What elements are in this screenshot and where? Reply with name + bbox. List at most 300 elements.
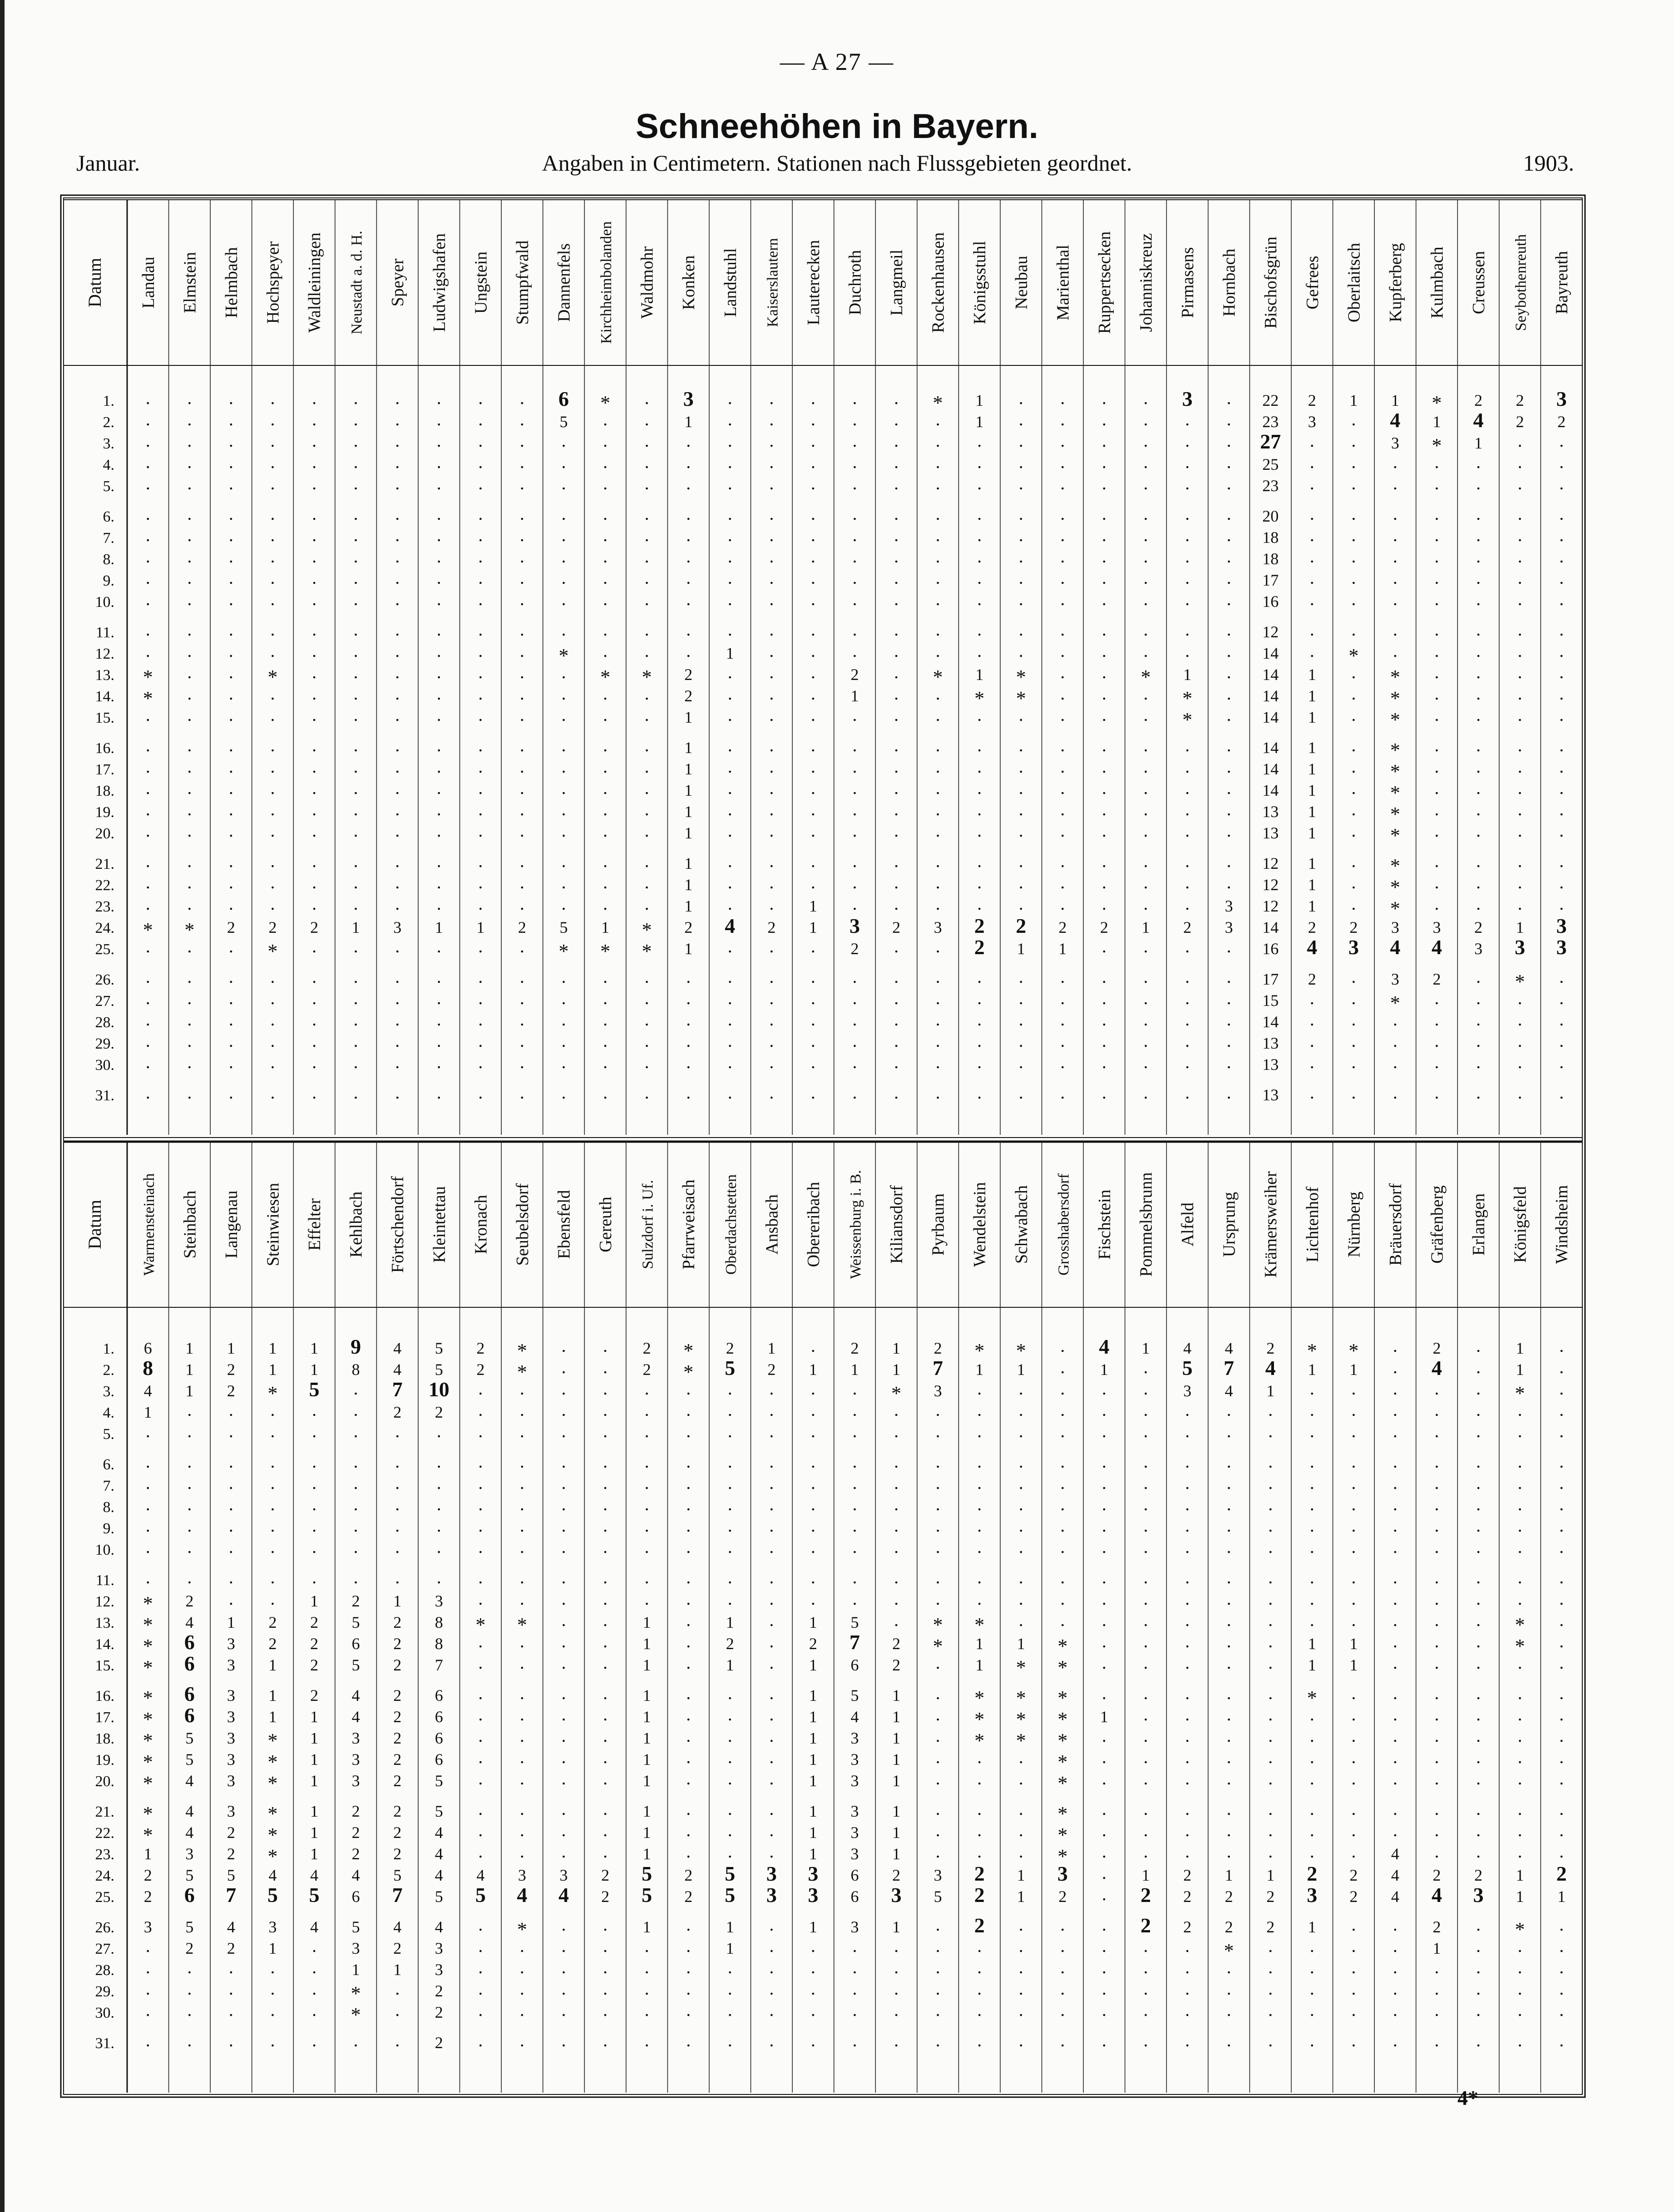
table-cell: .: [1143, 1704, 1148, 1724]
table-cell: .: [852, 1567, 857, 1587]
table-cell: .: [1226, 778, 1231, 798]
table-cell: .: [1351, 1567, 1356, 1587]
table-cell: .: [769, 1451, 774, 1472]
table-cell: .: [1559, 546, 1564, 567]
table-cell: .: [1393, 1725, 1397, 1746]
table-cell: .: [769, 2030, 774, 2050]
table-cell: .: [519, 1652, 524, 1673]
table-cell: 1: [227, 1339, 235, 1357]
table-cell: *: [1390, 760, 1400, 783]
table-cell: 8: [435, 1613, 443, 1631]
table-cell: 1: [310, 1845, 319, 1863]
table-cell: 1: [1516, 1360, 1524, 1379]
table-cell: .: [1393, 1030, 1397, 1051]
table-cell: .: [353, 988, 358, 1008]
table-cell: .: [686, 525, 691, 545]
table-cell: 2: [310, 1613, 319, 1631]
table-cell: .: [727, 1588, 732, 1609]
table-cell: .: [1185, 1683, 1190, 1703]
table-cell: .: [1268, 1451, 1273, 1472]
table-cell: .: [561, 872, 566, 892]
table-cell: .: [769, 619, 774, 640]
table-cell: .: [478, 872, 483, 892]
table-cell: .: [561, 1335, 566, 1356]
table-cell: .: [395, 1451, 400, 1472]
table-cell: .: [561, 619, 566, 640]
table-cell: .: [1559, 430, 1564, 451]
table-cell: .: [1185, 2000, 1190, 2020]
table-cell: 1: [310, 1729, 319, 1747]
table-cell: .: [561, 1683, 566, 1703]
table-cell: .: [894, 893, 899, 914]
table-cell: .: [935, 2000, 940, 2020]
table-cell: *: [1390, 803, 1400, 825]
table-cell: .: [935, 1537, 940, 1557]
table-cell: 1: [684, 897, 693, 915]
table-cell: .: [519, 893, 524, 914]
table-cell: .: [270, 756, 275, 777]
table-cell: *: [1016, 1708, 1026, 1730]
table-cell: 4: [185, 1802, 194, 1820]
table-cell: .: [1185, 1473, 1190, 1493]
table-cell: .: [1351, 409, 1356, 429]
table-cell: .: [894, 1610, 899, 1630]
table-cell: .: [561, 1378, 566, 1399]
table-cell: .: [312, 503, 317, 524]
table-cell: .: [1393, 1704, 1397, 1724]
table-cell: .: [935, 1451, 940, 1472]
table-cell: .: [1101, 872, 1106, 892]
table-cell: .: [561, 1473, 566, 1493]
table-cell: .: [1226, 1704, 1231, 1724]
table-cell: 2: [1474, 918, 1483, 936]
table-cell: .: [1101, 409, 1106, 429]
table-cell: .: [727, 1747, 732, 1767]
table-cell: .: [1018, 1588, 1023, 1609]
table-cell: .: [1393, 1631, 1397, 1651]
table-cell: 4: [435, 1866, 443, 1884]
table-cell: 2: [393, 1750, 402, 1769]
table-cell: .: [644, 1957, 649, 1977]
table-cell: .: [519, 640, 524, 661]
table-cell: .: [561, 452, 566, 472]
table-cell: .: [312, 778, 317, 798]
table-cell: .: [478, 1820, 483, 1840]
table-cell: .: [1434, 893, 1439, 914]
table-cell: .: [228, 1399, 233, 1420]
table-cell: .: [1476, 820, 1481, 841]
table-cell: .: [270, 1515, 275, 1536]
table-cell: .: [1143, 1631, 1148, 1651]
table-cell: 2: [684, 918, 693, 936]
table-cell: 5: [642, 1883, 652, 1907]
table-cell: 7: [392, 1378, 403, 1401]
table-cell: .: [852, 409, 857, 429]
table-cell: 2: [227, 1360, 235, 1379]
table-cell: .: [1101, 1747, 1106, 1767]
table-cell: .: [1393, 1421, 1397, 1441]
table-cell: 1: [809, 1656, 817, 1674]
table-cell: .: [1351, 799, 1356, 819]
table-cell: .: [187, 1978, 192, 1999]
table-cell: .: [1559, 1798, 1564, 1819]
table-cell: .: [603, 1768, 608, 1788]
table-cell: .: [270, 1030, 275, 1051]
station-header: Waldmohr: [637, 246, 657, 319]
table-cell: 2: [1058, 918, 1067, 936]
table-cell: .: [1434, 1957, 1439, 1977]
table-cell: .: [561, 662, 566, 682]
table-cell: .: [603, 1725, 608, 1746]
table-cell: .: [603, 756, 608, 777]
station-header: Gefrees: [1303, 256, 1322, 310]
table-cell: *: [600, 392, 611, 414]
table-cell: .: [810, 704, 815, 725]
table-cell: .: [478, 1768, 483, 1788]
table-cell: .: [395, 851, 400, 871]
table-cell: .: [353, 966, 358, 987]
table-cell: 3: [268, 1918, 277, 1936]
table-cell: .: [935, 1082, 940, 1103]
table-cell: .: [894, 589, 899, 609]
table-cell: .: [1351, 1768, 1356, 1788]
table-cell: .: [187, 473, 192, 493]
table-cell: .: [228, 1473, 233, 1493]
table-cell: .: [1393, 1567, 1397, 1587]
table-cell: .: [228, 851, 233, 871]
table-cell: .: [270, 893, 275, 914]
table-cell: .: [1226, 1588, 1231, 1609]
table-cell: .: [935, 966, 940, 987]
table-cell: .: [187, 640, 192, 661]
table-cell: .: [894, 503, 899, 524]
table-cell: .: [686, 1725, 691, 1746]
table-cell: .: [1393, 1798, 1397, 1819]
table-cell: 1: [1100, 1708, 1108, 1726]
table-cell: .: [1060, 1978, 1065, 1999]
table-cell: .: [1517, 1567, 1522, 1587]
table-cell: .: [1018, 778, 1023, 798]
table-cell: .: [1517, 430, 1522, 451]
table-cell: .: [228, 640, 233, 661]
table-cell: .: [353, 704, 358, 725]
table-cell: 1: [684, 876, 693, 894]
table-cell: .: [935, 430, 940, 451]
table-cell: 1: [892, 1708, 901, 1726]
table-cell: .: [478, 1030, 483, 1051]
table-cell: .: [1351, 683, 1356, 704]
table-cell: .: [1517, 473, 1522, 493]
table-cell: .: [1351, 1030, 1356, 1051]
date-label: 30.: [95, 1057, 114, 1074]
table-cell: 1: [1516, 1887, 1524, 1906]
table-cell: .: [519, 872, 524, 892]
table-cell: .: [603, 1652, 608, 1673]
table-cell: .: [1185, 567, 1190, 588]
table-cell: .: [769, 525, 774, 545]
table-cell: 20: [1262, 507, 1279, 525]
table-cell: .: [603, 567, 608, 588]
table-cell: .: [935, 704, 940, 725]
table-cell: 3: [808, 1883, 819, 1907]
table-cell: .: [894, 2000, 899, 2020]
table-cell: .: [686, 1537, 691, 1557]
table-cell: .: [1268, 1473, 1273, 1493]
station-header: Landau: [138, 256, 158, 309]
table-cell: .: [1101, 1378, 1106, 1399]
table-cell: .: [1185, 1610, 1190, 1630]
table-cell: .: [519, 735, 524, 755]
table-cell: .: [1476, 1473, 1481, 1493]
table-cell: .: [810, 1052, 815, 1072]
table-cell: .: [353, 1399, 358, 1420]
table-cell: .: [395, 473, 400, 493]
table-cell: .: [1185, 1537, 1190, 1557]
station-header: Königsstuhl: [970, 241, 990, 325]
table-cell: *: [642, 666, 652, 688]
table-cell: 3: [766, 1862, 777, 1885]
table-cell: .: [644, 1494, 649, 1514]
table-cell: .: [187, 820, 192, 841]
table-cell: .: [935, 619, 940, 640]
table-cell: .: [270, 1494, 275, 1514]
table-cell: .: [228, 820, 233, 841]
date-label: 7.: [103, 1478, 114, 1494]
table-cell: .: [1434, 988, 1439, 1008]
table-cell: .: [353, 1421, 358, 1441]
table-cell: .: [727, 1683, 732, 1703]
table-cell: .: [852, 1052, 857, 1072]
table-cell: .: [1143, 704, 1148, 725]
table-cell: .: [769, 452, 774, 472]
table-cell: .: [1101, 1421, 1106, 1441]
table-cell: 2: [393, 1729, 402, 1747]
table-cell: .: [1060, 619, 1065, 640]
table-cell: 17: [1262, 571, 1279, 589]
table-cell: .: [977, 2030, 982, 2050]
station-header: Stumpfwald: [513, 240, 532, 325]
table-cell: .: [1309, 1451, 1314, 1472]
table-cell: 2: [1183, 1866, 1192, 1884]
table-cell: .: [1226, 1473, 1231, 1493]
table-cell: .: [1185, 1820, 1190, 1840]
table-cell: .: [1226, 1841, 1231, 1862]
table-cell: *: [143, 1656, 153, 1679]
table-cell: .: [644, 1978, 649, 1999]
table-cell: .: [1143, 1820, 1148, 1840]
table-cell: .: [519, 1515, 524, 1536]
table-cell: .: [727, 1841, 732, 1862]
table-cell: .: [478, 662, 483, 682]
table-cell: .: [1309, 1704, 1314, 1724]
table-cell: .: [1559, 1820, 1564, 1840]
table-cell: 1: [1308, 781, 1316, 799]
table-cell: .: [603, 1610, 608, 1630]
table-cell: .: [727, 1082, 732, 1103]
table-cell: .: [187, 704, 192, 725]
table-cell: .: [1185, 799, 1190, 819]
table-cell: 3: [891, 1883, 902, 1907]
table-cell: .: [644, 1473, 649, 1493]
table-cell: 5: [393, 1866, 402, 1884]
table-cell: .: [187, 756, 192, 777]
date-label: 23.: [95, 1846, 114, 1863]
table-cell: .: [727, 2030, 732, 2050]
table-cell: .: [769, 1631, 774, 1651]
table-cell: 1: [1308, 739, 1316, 757]
table-cell: 1: [435, 918, 443, 936]
table-cell: .: [1476, 1631, 1481, 1651]
table-cell: .: [1226, 1683, 1231, 1703]
table-cell: 22: [1262, 391, 1279, 409]
table-cell: .: [810, 1978, 815, 1999]
table-cell: .: [1434, 704, 1439, 725]
table-cell: .: [1060, 409, 1065, 429]
table-cell: .: [436, 1030, 441, 1051]
table-cell: .: [1018, 525, 1023, 545]
table-cell: .: [1351, 1683, 1356, 1703]
table-cell: 1: [726, 1656, 734, 1674]
table-cell: *: [1390, 666, 1400, 688]
table-cell: .: [1393, 567, 1397, 588]
table-cell: .: [603, 820, 608, 841]
table-cell: .: [852, 1082, 857, 1103]
table-cell: .: [1101, 735, 1106, 755]
table-cell: .: [1018, 799, 1023, 819]
table-cell: .: [1476, 799, 1481, 819]
table-cell: .: [228, 2000, 233, 2020]
table-cell: .: [686, 640, 691, 661]
table-cell: .: [686, 452, 691, 472]
table-cell: .: [727, 872, 732, 892]
table-outer-frame: [61, 195, 1585, 2097]
table-cell: .: [810, 2000, 815, 2020]
table-cell: .: [1226, 2030, 1231, 2050]
table-cell: .: [1143, 851, 1148, 871]
table-cell: 1: [601, 918, 610, 936]
table-cell: .: [1476, 1494, 1481, 1514]
table-cell: *: [1057, 1772, 1068, 1794]
table-cell: .: [1268, 1588, 1273, 1609]
table-cell: .: [1060, 662, 1065, 682]
date-label: 13.: [95, 1615, 114, 1631]
table-cell: 2: [850, 940, 859, 958]
table-cell: .: [478, 1537, 483, 1557]
table-cell: .: [1101, 1725, 1106, 1746]
table-cell: .: [187, 1537, 192, 1557]
table-cell: .: [935, 640, 940, 661]
table-cell: .: [436, 430, 441, 451]
table-cell: .: [1351, 2030, 1356, 2050]
table-cell: .: [1226, 820, 1231, 841]
table-cell: .: [353, 409, 358, 429]
table-cell: .: [353, 1082, 358, 1103]
table-cell: .: [686, 1747, 691, 1767]
table-cell: .: [187, 1009, 192, 1030]
table-cell: .: [894, 1957, 899, 1977]
table-cell: .: [935, 1683, 940, 1703]
table-cell: .: [644, 2030, 649, 2050]
table-cell: .: [519, 503, 524, 524]
table-cell: .: [353, 567, 358, 588]
table-cell: 1: [892, 1686, 901, 1705]
table-cell: 1: [850, 687, 859, 705]
table-cell: .: [478, 683, 483, 704]
table-cell: .: [1018, 2030, 1023, 2050]
table-cell: 5: [850, 1613, 859, 1631]
table-cell: 3: [1473, 1883, 1484, 1907]
table-cell: .: [1517, 988, 1522, 1008]
table-cell: 2: [143, 1866, 152, 1884]
table-cell: .: [395, 388, 400, 408]
table-cell: .: [312, 872, 317, 892]
table-cell: 6: [435, 1708, 443, 1726]
table-cell: .: [436, 567, 441, 588]
table-cell: .: [977, 1515, 982, 1536]
table-cell: .: [478, 619, 483, 640]
table-cell: .: [1434, 640, 1439, 661]
table-cell: .: [810, 1494, 815, 1514]
table-cell: .: [1226, 640, 1231, 661]
table-cell: 3: [185, 1845, 194, 1863]
table-cell: .: [603, 1052, 608, 1072]
table-cell: .: [395, 756, 400, 777]
table-cell: .: [1143, 2030, 1148, 2050]
table-cell: .: [1351, 1978, 1356, 1999]
table-cell: 1: [351, 1961, 360, 1979]
table-cell: .: [1476, 683, 1481, 704]
table-cell: 2: [227, 918, 235, 936]
table-cell: *: [683, 1340, 694, 1362]
table-cell: 3: [850, 1802, 859, 1820]
table-cell: 1: [975, 1360, 984, 1379]
table-cell: .: [810, 851, 815, 871]
table-cell: .: [1143, 619, 1148, 640]
table-cell: .: [187, 799, 192, 819]
table-cell: .: [1018, 473, 1023, 493]
table-cell: .: [727, 1537, 732, 1557]
table-cell: .: [1101, 1652, 1106, 1673]
table-cell: .: [977, 1378, 982, 1399]
table-cell: 2: [974, 1914, 985, 1937]
table-cell: .: [686, 1978, 691, 1999]
table-cell: .: [769, 1725, 774, 1746]
table-cell: .: [145, 1567, 150, 1587]
date-label: 3.: [103, 435, 114, 452]
table-cell: .: [1434, 525, 1439, 545]
table-cell: 2: [393, 1772, 402, 1790]
table-cell: 1: [642, 1750, 651, 1769]
table-cell: .: [353, 525, 358, 545]
table-cell: .: [810, 1567, 815, 1587]
date-label: 9.: [103, 1520, 114, 1537]
table-cell: .: [1101, 1451, 1106, 1472]
table-cell: 5: [435, 1887, 443, 1906]
table-cell: .: [436, 1451, 441, 1472]
station-header: Bischofsgrün: [1261, 236, 1281, 329]
table-cell: .: [1517, 1725, 1522, 1746]
table-cell: .: [686, 1610, 691, 1630]
table-cell: 3: [933, 1866, 942, 1884]
table-cell: .: [1393, 1537, 1397, 1557]
table-cell: .: [977, 546, 982, 567]
table-cell: .: [1559, 704, 1564, 725]
table-cell: *: [974, 1614, 985, 1636]
table-cell: .: [561, 1567, 566, 1587]
table-cell: .: [1018, 1421, 1023, 1441]
table-cell: .: [603, 704, 608, 725]
table-cell: .: [1018, 1768, 1023, 1788]
